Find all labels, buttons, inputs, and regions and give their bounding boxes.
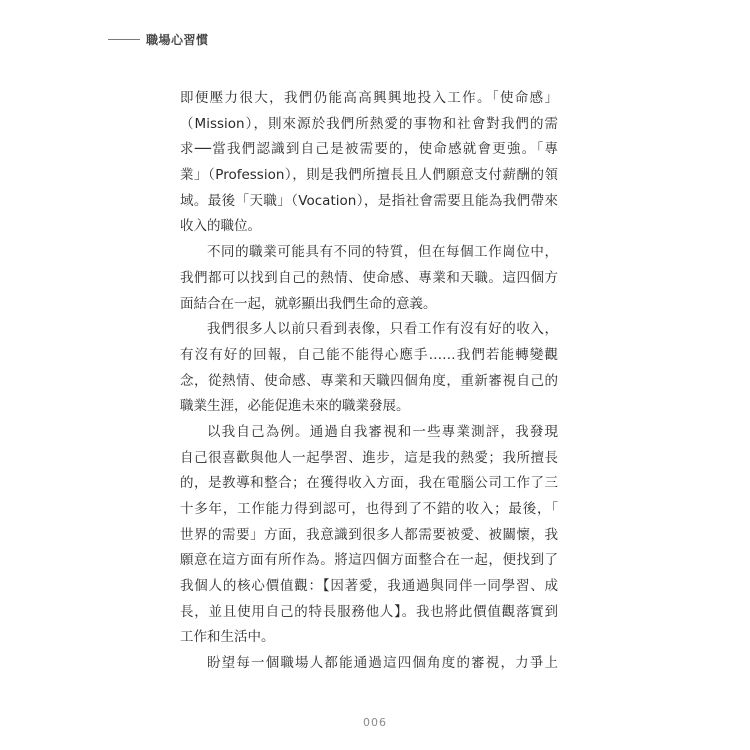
header-title: 職場心習慣	[146, 32, 209, 47]
text-line: 自己很喜歡與他人一起學習、進步，這是我的熱愛；我所擅長	[180, 449, 558, 466]
text-line: 收入的職位。	[180, 218, 261, 235]
text-line: 我們很多人以前只看到表像，只看工作有沒有好的收入，	[207, 321, 558, 338]
running-header	[108, 30, 209, 48]
body-text	[180, 86, 558, 677]
text-line: 不同的職業可能具有不同的特質，但在每個工作崗位中，	[207, 244, 558, 261]
text-line: 面結合在一起，就彰顯出我們生命的意義。	[180, 295, 437, 312]
text-line: 我個人的核心價值觀：【因著愛，我通過與同伴一同學習、成	[180, 578, 558, 595]
text-line: 念，從熱情、使命感、專業和天職四個角度，重新審視自己的	[180, 372, 558, 389]
text-line: 世界的需要」方面，我意識到很多人都需要被愛、被關懷，我	[180, 526, 558, 543]
page-number: 006	[363, 716, 387, 729]
text-line: 域。最後「天職」（Vocation），是指社會需要且能為我們帶來	[180, 192, 558, 209]
text-line: 長，並且使用自己的特長服務他人】。我也將此價值觀落實到	[180, 603, 558, 620]
text-line: 業」（Profession），則是我們所擅長且人們願意支付薪酬的領	[180, 167, 558, 184]
header-rule	[108, 39, 140, 40]
text-line: 盼望每一個職場人都能通過這四個角度的審視，力爭上	[207, 655, 558, 672]
text-line: 願意在這方面有所作為。將這四個方面整合在一起，便找到了	[180, 552, 558, 569]
text-line: 求──當我們認識到自己是被需要的，使命感就會更強。「專	[180, 141, 558, 158]
text-line: 有沒有好的回報，自己能不能得心應手……我們若能轉變觀	[180, 346, 558, 363]
text-line: 職業生涯，必能促進未來的職業發展。	[180, 398, 410, 415]
text-line: （Mission），則來源於我們所熱愛的事物和社會對我們的需	[180, 115, 558, 132]
text-line: 工作和生活中。	[180, 629, 275, 646]
text-line: 的，是教導和整合；在獲得收入方面，我在電腦公司工作了三	[180, 475, 558, 492]
text-line: 我們都可以找到自己的熱情、使命感、專業和天職。這四個方	[180, 269, 558, 286]
text-line: 以我自己為例。通過自我審視和一些專業測評，我發現	[207, 423, 558, 440]
text-line: 十多年，工作能力得到認可，也得到了不錯的收入；最後，「	[180, 501, 558, 517]
text-line: 即便壓力很大，我們仍能高高興興地投入工作。「使命感」	[180, 90, 558, 106]
